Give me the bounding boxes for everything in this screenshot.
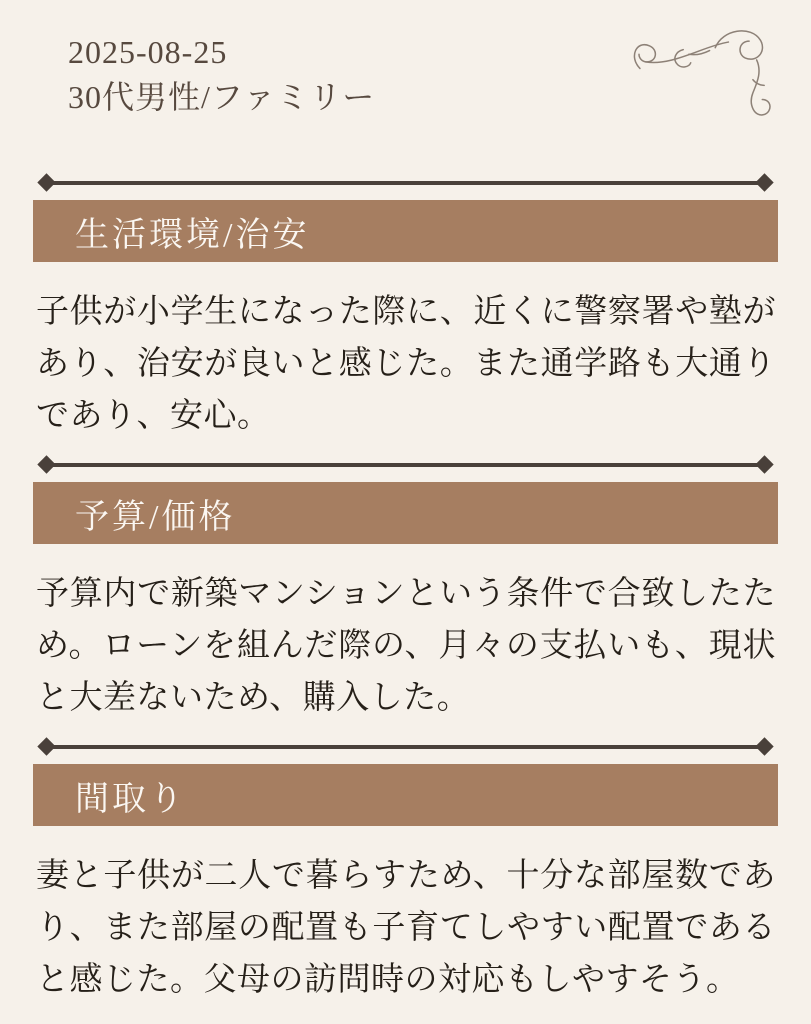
diamond-icon (37, 173, 55, 191)
section-title-label: 予算/価格 (75, 498, 236, 536)
section-title-label: 間取り (75, 780, 186, 818)
section-divider (40, 176, 771, 189)
section-divider (40, 458, 771, 471)
reviewer-profile: 30代男性/ファミリー (68, 79, 376, 115)
corner-flourish-icon (623, 8, 783, 126)
diamond-icon (37, 455, 55, 473)
divider-rule (48, 181, 763, 185)
diamond-icon (755, 173, 773, 191)
section-body-floor-plan: 妻と子供が二人で暮らすため、十分な部屋数であり、また部屋の配置も子育てしやすい配置であると感じた。父母の訪問時の対応もしやすそう。 (36, 858, 776, 998)
section-divider (40, 740, 771, 753)
section-body-budget: 予算内で新築マンションという条件で合致したため。ローンを組んだ際の、月々の支払いも、現状と大差ないため、購入した。 (36, 576, 776, 716)
diamond-icon (37, 737, 55, 755)
divider-rule (48, 463, 763, 467)
diamond-icon (755, 455, 773, 473)
section-body-living-environment: 子供が小学生になった際に、近くに警察署や塾があり、治安が良いと感じた。また通学路も大通りであり、安心。 (36, 294, 776, 434)
diamond-icon (755, 737, 773, 755)
review-date: 2025-08-25 (68, 34, 228, 70)
section-title-floor-plan (33, 764, 778, 826)
section-title-label: 生活環境/治安 (75, 216, 310, 254)
section-title-budget (33, 482, 778, 544)
divider-rule (48, 745, 763, 749)
section-title-living-environment (33, 200, 778, 262)
